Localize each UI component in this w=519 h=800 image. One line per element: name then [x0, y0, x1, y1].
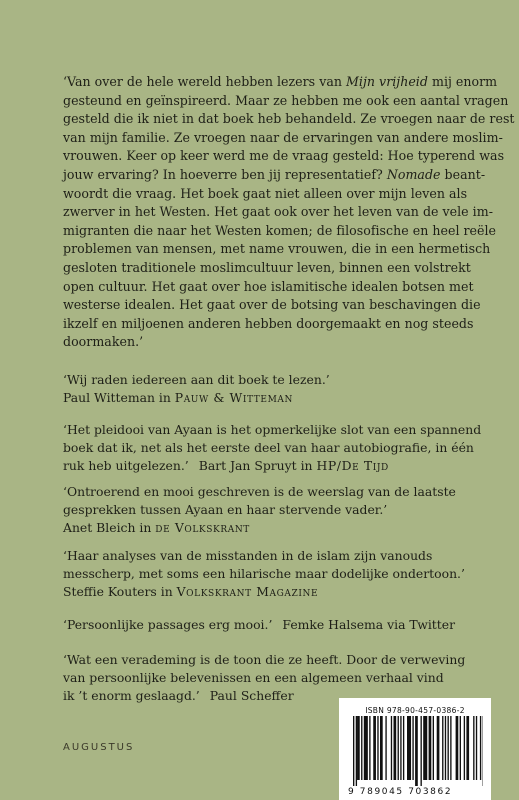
quote-text: van mijn familie. Ze vroegen naar de ervaringen van andere moslim- [63, 129, 503, 145]
review-quote [63, 421, 481, 475]
quote-line [63, 203, 493, 222]
quote-line [63, 240, 491, 259]
review-line [63, 483, 456, 501]
publisher-name: AUGUSTUS [63, 742, 135, 753]
barcode-bar [357, 716, 360, 780]
review-text: gesprekken tussen Ayaan en haar stervende vader.’ [63, 502, 388, 517]
review-source: HP/De Tijd [316, 458, 389, 473]
quote-text: gesteund en geïnspireerd. Maar ze hebben me ook een aantal vragen [63, 92, 509, 108]
barcode-bar [364, 716, 368, 780]
quote-text: ikzelf en miljoenen anderen hebben doorgemaakt en nog steeds [63, 315, 474, 331]
quote-line [63, 185, 468, 204]
review-line [63, 501, 456, 519]
review-line [63, 651, 465, 669]
review-author: Femke Halsema via Twitter [282, 617, 456, 632]
barcode-bar [377, 716, 378, 780]
barcode-bar [473, 716, 474, 780]
quote-text: vrouwen. Keer op keer werd me de vraag gesteld: Hoe typerend was [63, 148, 505, 164]
review-text: van persoonlijke belevenissen en een algemeen verhaal vind [63, 670, 444, 685]
review-quote [63, 483, 456, 537]
barcode-bar [450, 716, 451, 780]
barcode-bar [373, 716, 376, 780]
review-text: Paul Witteman in [63, 390, 175, 405]
review-line [63, 439, 481, 457]
barcode-bar [412, 716, 413, 780]
review-text: ‘Persoonlijke passages erg mooi.’ [63, 617, 273, 632]
review-quote [63, 616, 455, 634]
quote-text: problemen van mensen, met name vrouwen, die in een hermetisch [63, 241, 491, 257]
book-title: Mijn vrijheid [346, 74, 428, 89]
barcode-bar [423, 716, 427, 780]
review-text: boek dat ik, net als het eerste deel van haar autobiografie, in één [63, 440, 474, 455]
review-text: Steffie Kouters in [63, 584, 177, 599]
barcode-bar [398, 716, 399, 780]
barcode-bar [429, 716, 432, 780]
review-quote [63, 547, 465, 601]
barcode-bar [403, 716, 404, 780]
review-line [63, 421, 481, 439]
quote-line [63, 315, 474, 334]
review-line [63, 457, 481, 475]
quote-line [63, 110, 515, 129]
review-text: ruk heb uitgelezen.’ [63, 458, 189, 473]
review-author: Paul Scheffer [209, 688, 294, 703]
review-quote [63, 371, 330, 407]
review-line [63, 669, 465, 687]
review-line [63, 389, 330, 407]
review-line [63, 547, 465, 565]
barcode-bar [361, 716, 362, 780]
barcode-icon [347, 716, 483, 798]
quote-text: open cultuur. Het gaat over hoe islamitische idealen botsen met [63, 278, 474, 294]
barcode-bar [353, 716, 354, 786]
review-text: Anet Bleich in [63, 520, 156, 535]
quote-text: mij enorm [427, 74, 498, 89]
quote-text: beant- [440, 166, 486, 182]
barcode-bar [385, 716, 386, 780]
barcode-bar [437, 716, 440, 780]
quote-text: zwerver in het Westen. Het gaat ook over het leven van de vele im- [63, 204, 493, 220]
quote-text: migranten die naar het Westen komen; de filosofische en heel reële [63, 222, 497, 238]
review-source: Volkskrant Magazine [176, 584, 319, 599]
barcode-bar [356, 716, 357, 786]
barcode-bar [464, 716, 465, 780]
quote-line [63, 222, 497, 241]
barcode-bar [421, 716, 422, 786]
quote-text: doormaken.’ [63, 334, 144, 350]
quote-line [63, 166, 486, 185]
barcode-label [339, 698, 491, 800]
review-line [63, 519, 456, 537]
quote-text: woordt die vraag. Het boek gaat niet alleen over mijn leven als [63, 185, 468, 201]
barcode-bar [400, 716, 401, 780]
review-source: de Volkskrant [155, 520, 250, 535]
barcode-bar [433, 716, 434, 780]
review-source: Pauw & Witteman [174, 390, 293, 405]
review-line [63, 565, 465, 583]
barcode-bar [460, 716, 461, 780]
barcode-bar [407, 716, 411, 780]
quote-line [63, 333, 463, 352]
barcode-bar [394, 716, 397, 780]
quote-line [63, 259, 471, 278]
review-text: ‘Wij raden iedereen aan dit boek te lezen.’ [63, 372, 330, 387]
quote-line [63, 147, 505, 166]
quote-line [63, 73, 498, 92]
review-text: ‘Ontroerend en mooi geschreven is de weerslag van de laatste [63, 484, 456, 499]
review-author: Bart Jan Spruyt in [198, 458, 317, 473]
quote-line [63, 296, 481, 315]
book-title: Nomade [386, 166, 441, 182]
review-line [63, 583, 465, 601]
review-text: ‘Haar analyses van de misstanden in de islam zijn vanouds [63, 548, 433, 563]
review-line [63, 371, 330, 389]
review-text: ik ’t enorm geslaagd.’ [63, 688, 200, 703]
review-quote [63, 651, 465, 705]
barcode-bar [448, 716, 449, 780]
barcode-bar [480, 716, 481, 780]
barcode-bar [476, 716, 477, 780]
quote-text: gesloten traditionele moslimcultuur leven, binnen een volstrekt [63, 259, 471, 275]
barcode-bar [466, 716, 469, 780]
isbn-number: ISBN 978-90-457-0386-2 [365, 706, 465, 715]
barcode-bar [369, 716, 370, 780]
quote-line [63, 129, 503, 148]
barcode-digits: 9 789045 703862 [348, 787, 453, 797]
quote-text: gesteld die ik niet in dat boek heb behandeld. Ze vroegen naar de rest [63, 111, 515, 127]
quote-text: ‘Van over de hele wereld hebben lezers van [63, 74, 347, 89]
main-quote [63, 73, 515, 352]
barcode-bar [415, 716, 418, 786]
barcode-bar [442, 716, 443, 780]
barcode-bar [456, 716, 459, 780]
barcode-bar [391, 716, 392, 780]
quote-line [63, 92, 509, 111]
quote-text: jouw ervaring? In hoeverre ben jij representatief? [63, 166, 387, 182]
review-text: ‘Wat een verademing is de toon die ze heeft. Door de verweving [63, 652, 466, 667]
quote-text: westerse idealen. Het gaat over de botsing van beschavingen die [63, 297, 481, 313]
barcode-bar [380, 716, 383, 780]
barcode-bar [445, 716, 446, 780]
review-line [63, 616, 455, 634]
review-text: ‘Het pleidooi van Ayaan is het opmerkelijke slot van een spannend [63, 422, 482, 437]
review-text: messcherp, met soms een hilarische maar dodelijke ondertoon.’ [63, 566, 465, 581]
quote-line [63, 278, 474, 297]
